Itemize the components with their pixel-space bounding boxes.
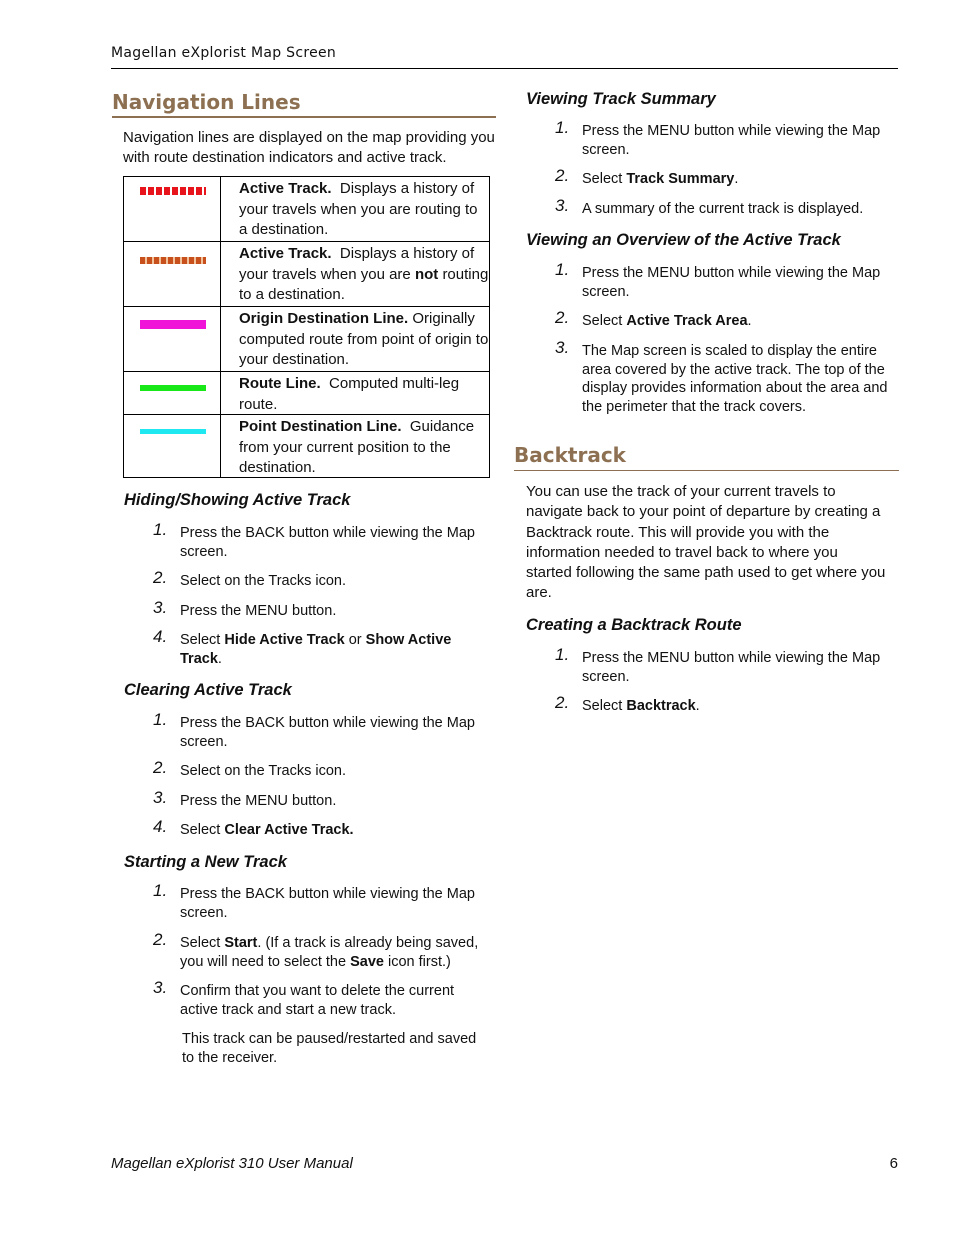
nav-term: Active Track. [239,245,332,262]
nav-term: Origin Destination Line. [239,310,409,327]
footer-manual-title: Magellan eXplorist 310 User Manual [111,1155,353,1172]
nav-desc: Displays a history of your travels when you are routing to a destination. [239,180,478,238]
nav-desc: Displays a history of your travels when you are [239,245,475,283]
header-rule [111,68,898,69]
nav-row-active-track-routing [124,177,489,241]
active-track-not-routing-line-sample [140,257,206,264]
subhead-clearing: Clearing Active Track [124,681,292,699]
nav-desc-emphasis: not [414,265,439,283]
subhead-viewing-summary: Viewing Track Summary [526,90,716,108]
nav-term: Point Destination Line. [239,418,402,435]
subhead-creating-backtrack: Creating a Backtrack Route [526,616,742,634]
nav-term: Active Track. [239,180,332,197]
section-title-backtrack: Backtrack [514,443,626,467]
nav-row-active-track-not-routing [124,241,489,306]
section-title-navigation-lines: Navigation Lines [112,90,301,114]
running-header: Magellan eXplorist Map Screen [111,45,337,61]
page-number: 6 [889,1155,898,1172]
navigation-lines-table [123,176,490,478]
nav-row-route-line [124,371,489,414]
nav-term: Route Line. [239,375,321,392]
active-track-routing-line-sample [140,187,206,195]
nav-row-point-destination [124,414,489,477]
nav-row-origin-destination [124,306,489,371]
nav-desc: routing to a destination. [239,265,489,303]
subhead-hiding-showing: Hiding/Showing Active Track [124,491,351,509]
starting-note: This track can be paused/restarted and saved to the receiver. [182,1031,477,1066]
point-destination-line-sample [140,429,206,434]
nav-desc: Originally computed route from point of origin to your destination. [239,310,489,368]
route-line-sample [140,385,206,391]
subhead-viewing-overview: Viewing an Overview of the Active Track [526,231,841,249]
nav-desc: Guidance from your current position to the destination. [239,418,475,476]
backtrack-intro: You can use the track of your current travels to navigate back to your point of departure by creating a Backtrack route. This will provide you with the information needed to travel back to where you started following the same path used to get where you are. [526,483,886,602]
navigation-lines-intro: Navigation lines are displayed on the map providing you with route destination indicators and active track. [123,129,495,167]
section-rule [514,470,899,471]
origin-destination-line-sample [140,320,206,329]
subhead-starting: Starting a New Track [124,853,287,871]
section-rule [112,116,496,118]
nav-desc: Computed multi-leg route. [239,375,460,413]
